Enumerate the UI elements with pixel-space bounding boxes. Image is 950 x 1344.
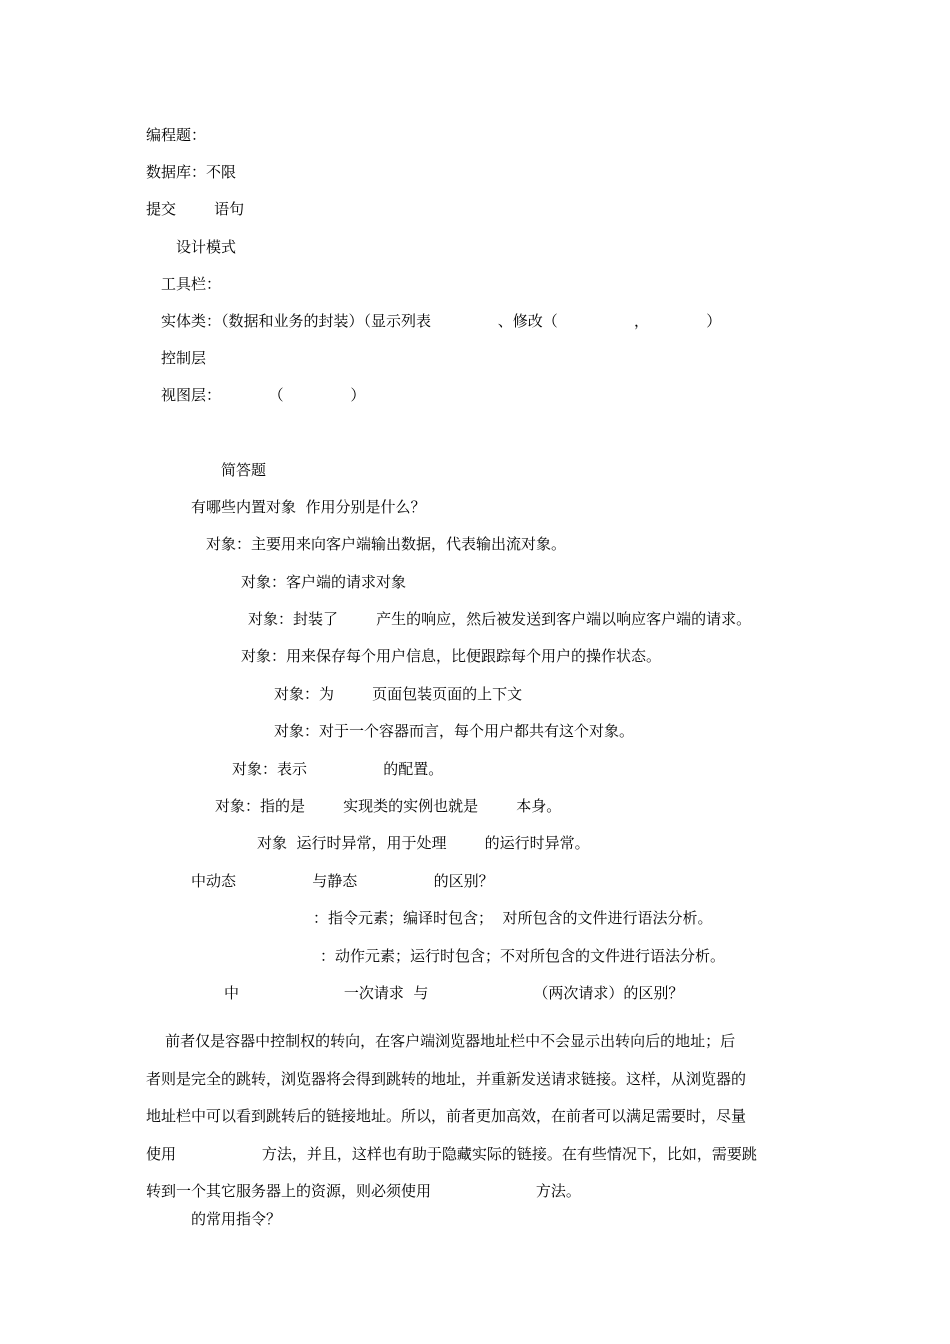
answer-line: 对象：主要用来向客户端输出数据，代表输出流对象。 [206, 535, 567, 553]
paragraph-line: 地址栏中可以看到跳转后的链接地址。所以，前者更加高效，在前者可以满足需要时，尽量 [146, 1107, 747, 1125]
toolbar-line: 工具栏： [161, 275, 222, 293]
section-heading-programming: 编程题： [146, 126, 207, 144]
paragraph-line: 前者仅是容器中控制权的转向，在客户端浏览器地址栏中不会显示出转向后的地址；后 [146, 1032, 736, 1050]
answer-line: ：指令元素；编译时包含； 对所包含的文件进行语法分析。 [313, 909, 713, 927]
answer-paragraph [146, 1023, 808, 1211]
answer-line: 对象：表示 的配置。 [232, 760, 444, 778]
answer-line: 对象：客户端的请求对象 [241, 573, 407, 591]
answer-line: ：动作元素；运行时包含；不对所包含的文件进行语法分析。 [320, 947, 726, 965]
answer-line: 对象：指的是 实现类的实例也就是 本身。 [215, 797, 562, 815]
answer-line: 对象：用来保存每个用户信息，比便跟踪每个用户的操作状态。 [241, 647, 662, 665]
answer-line: 对象：对于一个容器而言，每个用户都共有这个对象。 [274, 722, 635, 740]
submit-statement-line: 提交 语句 [146, 200, 245, 218]
answer-line: 对象：为 页面包装页面的上下文 [274, 685, 523, 703]
paragraph-line: 者则是完全的跳转，浏览器将会得到跳转的地址，并重新发送请求链接。这样，从浏览器的 [146, 1069, 747, 1088]
question-common-directives: 的常用指令？ [191, 1210, 282, 1228]
section-heading-short-answer: 简答题 [221, 461, 267, 479]
question-builtin-objects: 有哪些内置对象 作用分别是什么？ [191, 498, 426, 516]
answer-line: 对象 运行时异常，用于处理 的运行时异常。 [257, 834, 590, 852]
question-forward-redirect: 中 一次请求 与 （两次请求）的区别？ [224, 984, 684, 1002]
question-include-difference: 中动态 与静态 的区别？ [191, 872, 494, 890]
control-layer-line: 控制层 [161, 349, 207, 367]
design-pattern-line: 设计模式 [176, 238, 237, 256]
paragraph-line: 使用 方法，并且，这样也有助于隐藏实际的链接。在有些情况下，比如，需要跳 [146, 1144, 757, 1163]
answer-line: 对象：封装了 产生的响应，然后被发送到客户端以响应客户端的请求。 [248, 610, 752, 628]
entity-class-line: 实体类：（数据和业务的封装）（显示列表 、修改（ ， ） [161, 312, 722, 330]
database-line: 数据库：不限 [146, 163, 237, 181]
view-layer-line: 视图层： （ ） [161, 386, 366, 404]
paragraph-line: 转到一个其它服务器上的资源，则必须使用 方法。 [146, 1182, 581, 1200]
